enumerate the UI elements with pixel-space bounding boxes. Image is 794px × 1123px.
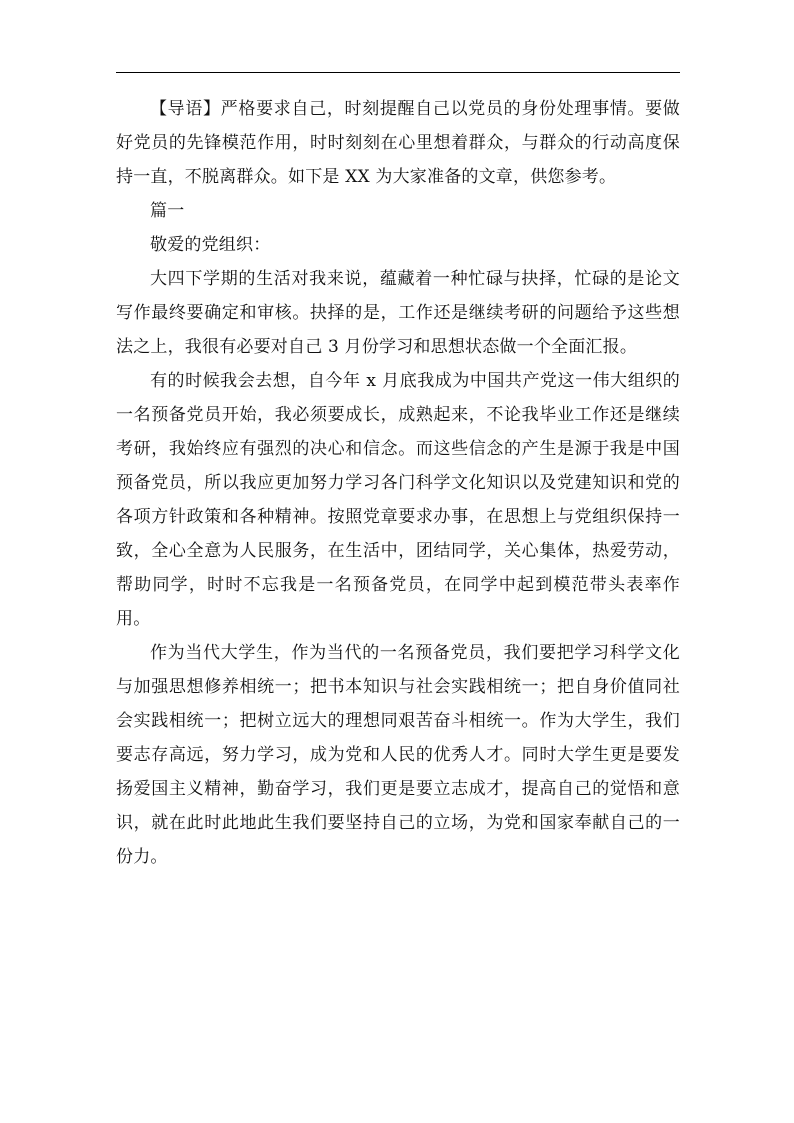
header-rule [116,72,680,73]
document-body [116,92,680,874]
body-paragraph: 作为当代大学生，作为当代的一名预备党员，我们要把学习科学文化与加强思想修养相统一；把书本知识与社会实践相统一；把自身价值同社会实践相统一；把树立远大的理想同艰苦奋斗相统一。作为大学生，我们要志存高远，努力学习，成为党和人民的优秀人才。同时大学生更是要发扬爱国主义精神，勤奋学习，我们更是要立志成才，提高自己的觉悟和意识，就在此时此地此生我们要坚持自己的立场，为党和国家奉献自己的一份力。 [116,643,680,867]
salutation: 敬爱的党组织： [150,235,271,255]
section-heading: 篇一 [150,201,185,221]
body-paragraph: 有的时候我会去想，自今年 x 月底我成为中国共产党这一伟大组织的一名预备党员开始，我必须要成长，成熟起来，不论我毕业工作还是继续考研，我始终应有强烈的决心和信念。而这些信念的产生是源于我是中国预备党员，所以我应更加努力学习各门科学文化知识以及党建知识和党的各项方针政策和各种精神。按照党章要求办事，在思想上与党组织保持一致，全心全意为人民服务，在生活中，团结同学，关心集体，热爱劳动，帮助同学，时时不忘我是一名预备党员，在同学中起到模范带头表率作用。 [116,371,680,629]
intro-paragraph: 【导语】严格要求自己，时刻提醒自己以党员的身份处理事情。要做好党员的先锋模范作用，时时刻刻在心里想着群众，与群众的行动高度保持一直，不脱离群众。如下是 XX 为大家准备的文章，供您参考。 [116,99,680,187]
body-paragraph: 大四下学期的生活对我来说，蕴藏着一种忙碌与抉择，忙碌的是论文写作最终要确定和审核。抉择的是，工作还是继续考研的问题给予这些想法之上，我很有必要对自己 3 月份学习和思想状态做一个全面汇报。 [116,269,680,357]
